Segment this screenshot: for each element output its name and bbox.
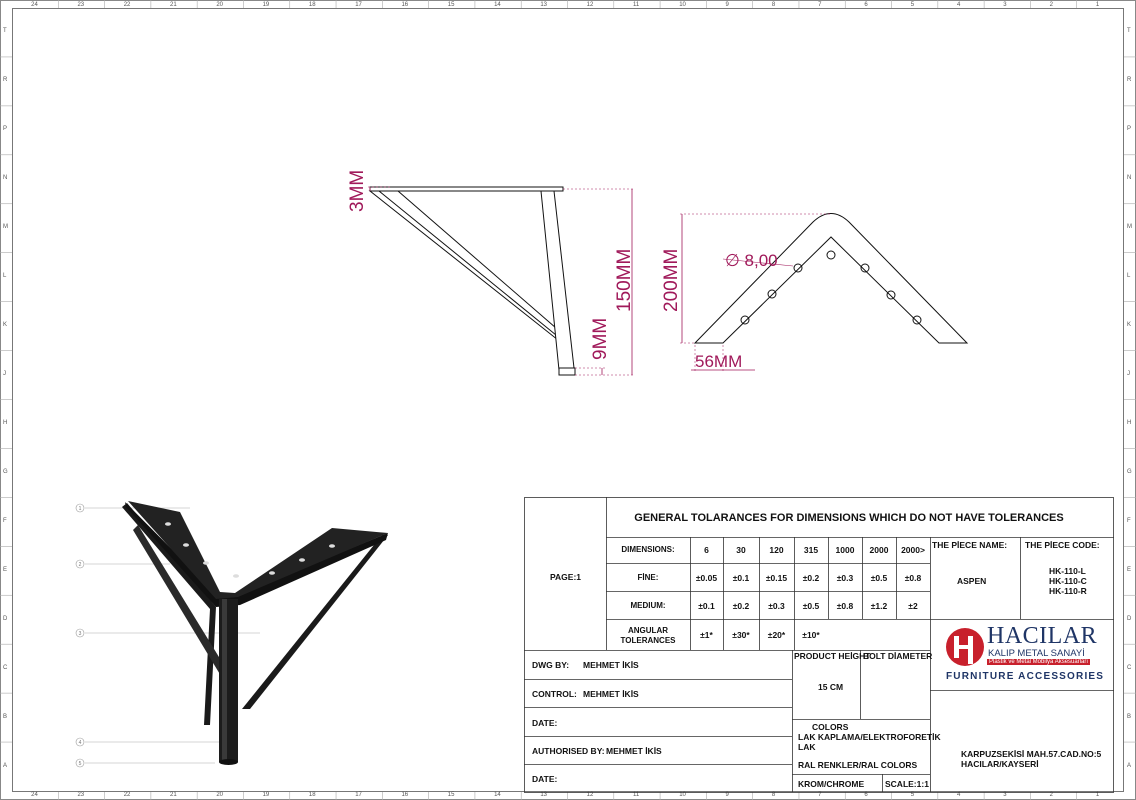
frame-col-label: 13 [540,792,548,798]
frame-col-label: 4 [956,2,961,8]
tolerance-cell: ±0.2 [732,601,750,611]
date2-label: DATE: [532,774,558,784]
frame-row-label: A [3,762,8,769]
frame-row-label: R [1127,77,1132,84]
frame-col-label: 19 [262,792,270,798]
dim-3mm: 3MM [347,169,368,212]
piece-name-label: THE PİECE NAME: [932,540,1008,550]
tolerance-col-header: 30 [736,545,746,555]
fine-label: FİNE: [637,573,659,582]
frame-row-label: T [3,28,7,35]
frame-col-label: 2 [1049,2,1053,8]
piece-code-1: HK-110-L [1049,566,1086,576]
frame-row-label: C [3,664,8,671]
frame-row-label: F [1127,517,1131,524]
frame-col-label: 18 [308,2,316,8]
product-height-value: 15 CM [818,682,844,692]
frame-col-label: 15 [447,792,455,798]
dwg-by-label: DWG BY: [532,660,570,670]
frame-col-label: 22 [123,792,131,798]
frame-row-label: R [3,77,8,84]
frame-row-label: G [1127,468,1132,475]
svg-text:4: 4 [78,740,82,746]
frame-row-label: J [1127,371,1130,378]
tolerance-cell: ±0.5 [870,573,888,583]
tolerance-col-header: 2000 [869,545,889,555]
frame-row-label: G [3,468,8,475]
frame-row-label: N [1127,175,1132,182]
frame-row-label: L [3,273,7,280]
frame-col-label: 14 [494,792,501,798]
tolerance-col-header: 120 [769,545,784,555]
tolerance-col-header: 315 [803,545,819,555]
frame-row-label: C [1127,664,1132,671]
frame-col-label: 17 [355,2,362,8]
tolerance-col-header: 6 [704,545,709,555]
tolerance-cell: ±30* [732,630,750,640]
frame-row-label: P [1127,126,1132,133]
address-line1: KARPUZSEKİSİ MAH.57.CAD.NO:5 [961,749,1102,759]
page-label: PAGE:1 [550,572,582,582]
color-2: RAL RENKLER/RAL COLORS [798,760,918,770]
piece-code-3: HK-110-R [1049,586,1087,596]
frame-col-label: 12 [586,2,594,8]
frame-col-label: 5 [910,792,915,798]
frame-col-label: 6 [864,792,868,798]
frame-col-label: 11 [632,792,640,798]
frame-col-label: 17 [355,792,362,798]
dim-150mm: 150MM [614,248,635,312]
dim-200mm: 200MM [661,248,682,312]
tolerance-cell: ±0.1 [698,601,715,611]
frame-row-label: K [3,322,8,329]
frame-col-label: 7 [818,792,822,798]
authorised-value: MEHMET İKİS [606,746,662,756]
frame-col-label: 2 [1049,792,1053,798]
authorised-label: AUTHORISED BY: [532,746,605,756]
frame-col-label: 3 [1003,792,1007,798]
control-value: MEHMET İKİS [583,689,639,699]
tolerance-cell: ±0.2 [802,573,820,583]
tolerance-cell: ±0.15 [765,573,788,583]
frame-row-label: M [3,224,8,231]
logo-sub2: Plastik ve Metal Mobilya Aksesuarları [989,659,1089,665]
frame-row-label: H [1127,419,1132,426]
logo-h-icon [945,627,985,667]
tolerance-col-header: 2000> [901,545,925,555]
piece-name: ASPEN [957,576,987,586]
frame-col-label: 3 [1003,2,1007,8]
svg-text:1: 1 [78,506,82,512]
piece-code-label: THE PİECE CODE: [1025,540,1100,550]
frame-col-label: 4 [956,792,961,798]
frame-col-label: 24 [31,2,38,8]
medium-label: MEDIUM: [630,601,666,610]
color-1-line1: LAK KAPLAMA/ELEKTROFORETİK [798,732,941,742]
frame-col-label: 8 [771,792,776,798]
frame-col-label: 6 [864,2,868,8]
frame-col-label: 1 [1095,792,1100,798]
frame-col-label: 10 [679,2,686,8]
frame-col-label: 5 [910,2,915,8]
frame-col-label: 22 [123,2,131,8]
tolerance-cell: ±1.2 [870,601,888,611]
scale: SCALE:1:1 [885,779,929,789]
company-logo [945,625,1105,685]
tolerance-cell: ±10* [802,630,820,640]
frame-col-label: 8 [771,2,776,8]
tolerance-cell: ±0.05 [695,573,718,583]
bolt-diameter-label: BOLT DİAMETER [863,651,933,661]
frame-row-label: F [3,517,7,524]
frame-col-label: 10 [679,792,686,798]
frame-col-label: 14 [494,2,501,8]
dwg-by-value: MEHMET İKİS [583,660,639,670]
tolerance-cell: ±0.8 [904,573,922,583]
tolerance-cell: ±20* [767,630,786,640]
logo-brand: HACILAR [987,623,1098,649]
frame-row-label: M [1127,224,1132,231]
svg-text:2: 2 [78,562,82,568]
frame-col-label: 7 [818,2,822,8]
frame-row-label: P [3,126,8,133]
frame-row-label: L [1127,273,1131,280]
logo-tagline: FURNITURE ACCESSORIES [946,671,1105,682]
frame-col-label: 23 [77,792,85,798]
tolerance-cell: ±0.3 [836,573,854,583]
frame-row-label: T [1127,28,1131,35]
address-line2: HACILAR/KAYSERİ [961,759,1039,769]
tolerance-col-header: 1000 [835,545,855,555]
frame-col-label: 19 [262,2,270,8]
date-label: DATE: [532,718,558,728]
frame-col-label: 1 [1095,2,1100,8]
colors-label: COLORS [812,722,849,732]
tolerance-heading: GENERAL TOLARANCES FOR DIMENSIONS WHICH DO NOT HAVE TOLERANCES [634,512,1064,524]
frame-row-label: J [3,371,6,378]
tolerance-cell: ±0.1 [732,573,750,583]
frame-row-label: E [1127,566,1132,573]
dimensions-label: DIMENSIONS: [621,545,675,554]
frame-col-label: 13 [540,2,548,8]
frame-col-label: 21 [170,792,177,798]
frame-col-label: 23 [77,2,85,8]
frame-col-label: 21 [170,2,177,8]
piece-code-2: HK-110-C [1049,576,1087,586]
tolerance-cell: ±0.8 [836,601,854,611]
frame-row-label: B [1127,713,1132,720]
frame-row-label: H [3,419,8,426]
frame-col-label: 20 [216,2,223,8]
svg-text:5: 5 [78,761,82,767]
frame-row-label: N [3,175,8,182]
dim-9mm: 9MM [590,317,611,360]
tolerance-cell: ±2 [908,601,918,611]
product-height-label: PRODUCT HEİGHT [794,651,871,661]
frame-row-label: A [1127,762,1132,769]
angular-label-2: TOLERANCES [620,636,676,645]
frame-col-label: 11 [632,2,640,8]
frame-col-label: 12 [586,792,594,798]
tolerance-cell: ±0.3 [768,601,785,611]
frame-col-label: 16 [401,2,409,8]
tolerance-cell: ±0.5 [802,601,820,611]
frame-col-label: 15 [447,2,455,8]
frame-col-label: 16 [401,792,409,798]
logo-sub1: KALIP METAL SANAYİ [988,648,1085,659]
color-1-line2: LAK [798,742,816,752]
frame-col-label: 24 [31,792,38,798]
dim-56mm: 56MM [695,352,743,371]
angular-label-1: ANGULAR [628,626,668,635]
control-label: CONTROL: [532,689,577,699]
dim-diameter: ∅ 8,00 [725,251,778,270]
frame-row-label: E [3,566,8,573]
frame-row-label: B [3,713,8,720]
frame-row-label: D [1127,615,1132,622]
frame-row-label: D [3,615,8,622]
frame-row-label: K [1127,322,1132,329]
frame-col-label: 9 [725,792,729,798]
color-3: KROM/CHROME [798,779,865,789]
svg-text:3: 3 [78,631,82,637]
frame-col-label: 18 [308,792,316,798]
frame-col-label: 9 [725,2,729,8]
frame-col-label: 20 [216,792,223,798]
tolerance-cell: ±1* [700,630,713,640]
